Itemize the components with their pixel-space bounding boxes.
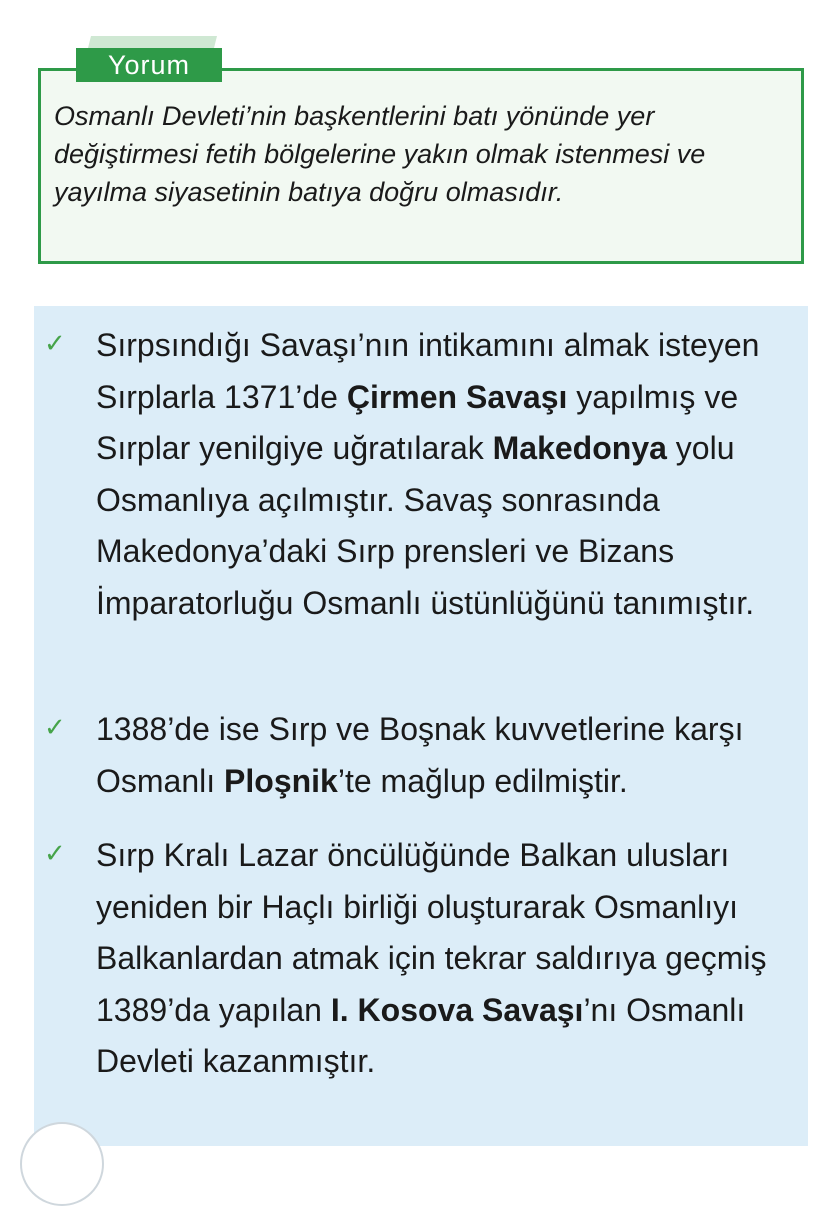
bullet-text: Sırp Kralı Lazar öncülüğünde Balkan ulusları yeniden bir Haçlı birliği oluşturarak Osmanlıyı Balkanlardan atmak için tekrar saldırıya geçmiş 1389’da yapılan I. Kosova Savaşı’nı Osmanlı Devleti kazanmıştır.: [96, 837, 767, 1079]
bold-term: Makedonya: [492, 430, 667, 466]
bullet-panel: [34, 306, 808, 1146]
bold-term: I. Kosova Savaşı: [330, 991, 584, 1028]
bullet-text: 1388’de ise Sırp ve Boşnak kuvvetlerine karşı Osmanlı Ploşnik’te mağlup edilmiştir.: [96, 711, 744, 799]
bold-term: Ploşnik: [224, 762, 338, 799]
check-icon: ✓: [44, 839, 66, 869]
decorative-circle: [20, 1122, 104, 1206]
yorum-text: Osmanlı Devleti’nin başkentlerini batı yönünde yer değiştirmesi fetih bölgelerine yakın olmak istenmesi ve yayılma siyasetinin batıya doğru olmasıdır.: [54, 101, 706, 207]
yorum-label: Yorum: [76, 48, 222, 82]
bullet-text: Sırpsındığı Savaşı’nın intikamını almak isteyen Sırplarla 1371’de Çirmen Savaşı yapılmış ve Sırplar yenilgiye uğratılarak Makedonya yolu Osmanlıya açılmıştır. Savaş sonrasında Makedonya’daki Sırp prensleri ve Bizans İmparatorluğu Osmanlı üstünlüğünü tanımıştır.: [96, 327, 760, 621]
check-icon: ✓: [44, 713, 66, 743]
check-icon: ✓: [44, 329, 66, 359]
bold-term: Çirmen Savaşı: [346, 378, 568, 415]
